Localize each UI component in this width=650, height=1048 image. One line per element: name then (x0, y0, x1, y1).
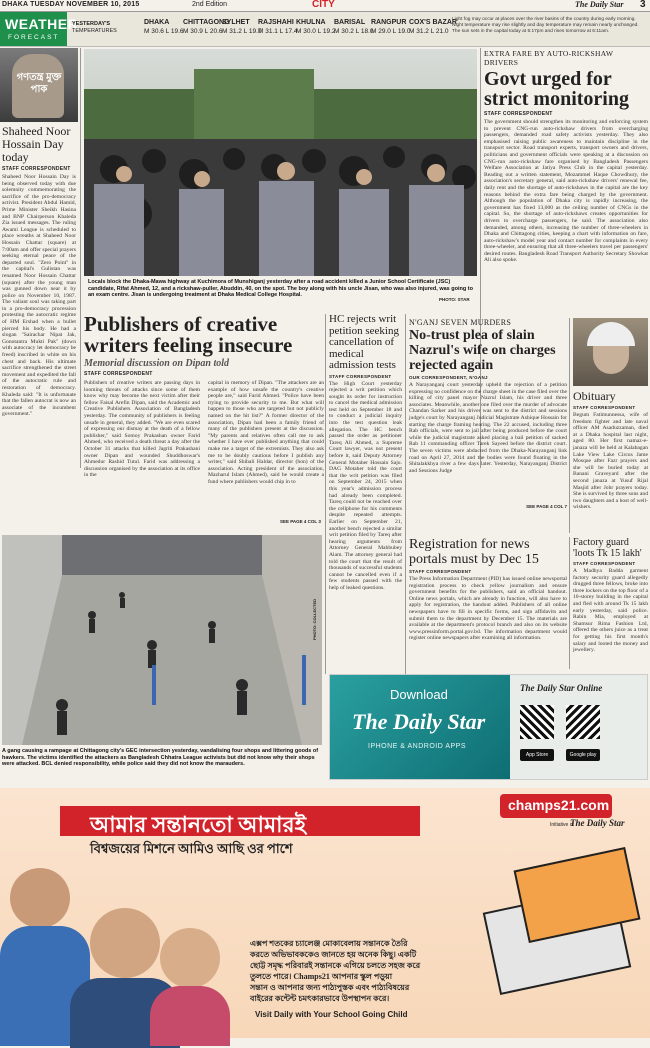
chittagong-rampage-photo (2, 535, 322, 745)
city-name: COX'S BAZAR (409, 19, 457, 26)
label-line1: YESTERDAY'S (72, 21, 111, 27)
publishers-article (84, 312, 324, 524)
tablet-screens (470, 848, 640, 988)
ad-bn-headline: আমার সন্তানতো আমারই (90, 812, 307, 837)
initiative-label: Initiative of (550, 822, 574, 828)
weather-city (144, 18, 184, 36)
column-rule (80, 48, 81, 468)
nganj-article (409, 318, 567, 509)
byline-factory: STAFF CORRESPONDENT (573, 561, 636, 566)
weather-city (222, 18, 262, 36)
city-name: RANGPUR (371, 19, 407, 26)
city-name: DHAKA (144, 19, 170, 26)
hc-article (329, 314, 402, 649)
ad-bn-line: তুলতে পারে। Champs21 আপনার স্কুল পড়ুয়া (250, 972, 393, 981)
registration-article (409, 537, 567, 654)
weather-city (334, 18, 374, 36)
body-obituary: Begum Fatimunnessa, wife of freedom fighter and late naval officer AM Asaduzzaman, died at a Dhaka hospital last night, aged 80. Her first namaz-e-janaza will be held at Kalabagan Lake View Lake Circus Jame Mosque after Fazr prayers and she will be buried today at Banani Graveyard after the second janaza at Yusuf Rijal Masjid after Johr prayers today. She is survived by three sons and two daughters and a host of well-wishers. (573, 412, 648, 511)
ad-bn-line: করতে অভিভাবককেও জানতে হয় অনেক কিছু। একটি (250, 950, 417, 959)
noor-hossain-photo (0, 48, 78, 122)
ad-bn-line: সন্তান ও আপনার জন্য পাঠ্যপুস্তক এবং পাঠ্যবিষয়ের (250, 983, 410, 992)
byline-noor: STAFF CORRESPONDENT (2, 166, 71, 172)
body-hc: The High Court yesterday rejected a writ petition which sought its order for instruction to cancel the medical admission test held on September 18 and to conduct a judicial inquiry into the test question leak allegation. The HC bench passed the order as petitioner Tareq Ali Ahmed, a Supreme Court lawyer, was not present before it, said Deputy Attorney General Motaher Hossain Saju. DAG Motaher told the court that the writ petition was filed on September 24, 2015 when this year's admission process had already been completed. Tareq could not be reached over the cellphone for his comments despite repeated attempts. Earlier on September 21, another bench rejected a similar writ petition filed by Tareq after hearing arguments from Attorney General Mahbubey Alam. The attorney general had told the court that the result of thousands of successful students cannot be cancelled even if a few students passed with the help of leaked questions. (329, 380, 402, 591)
headline-noor: Shaheed Noor Hossain Day today (2, 124, 71, 164)
credit-top-photo: PHOTO: STAR (439, 297, 470, 302)
city-temps: M 31.2 L 19.7 (222, 28, 262, 35)
body-registration: The Press Information Department (PID) has issued online newsportal registration process to check yellow journalism and ensure government benefits for the publishers, said an official handout. Online news portals, which are already in function, will also have to apply for registration, the handout added. Publishers of all online newspapers have to fill in specific forms, and sign affidavits and submit them to the department by December 15. The materials are available at the department's protocol branch and also on its website www.pressinform.portal.gov.bd. The information department would register online newspapers after examining all information. (409, 576, 567, 642)
city-name: CHITTAGONG (183, 19, 230, 26)
byline-obituary: STAFF CORRESPONDENT (573, 405, 636, 410)
column-rule (569, 318, 570, 533)
byline-nganj: OUR CORRESPONDENT, N'GANJ (409, 375, 488, 380)
column-rule (569, 537, 570, 669)
byline-registration: STAFF CORRESPONDENT (409, 569, 472, 574)
highway-blockade-photo (84, 49, 477, 276)
body-nganj: A Narayanganj court yesterday upheld the rejection of a petition expressing no confidence on the charge sheet in the case filed over the killing of city panel mayor Nazrul Islam, his driver and three associates. Meanwhile, another one filed over the murder of advocate Chandan Sarker and his driver was sent to the district and sessions judge's court by Narayanganj Judicial Magistrate Ashique Hossain for starting the charge framing hearing. The 22 accused, including three Rab officials, were sent to jail after being produced before the court while the judicial magistrate asked placing a bail petition of sacked Rab 11 commanding officer Tarek Sayeed before the district court. The seven victims were abducted from the Dhaka-Narayanganj link road on April 27, 2014 and the bodies were found floating in the Shitalakkhya river a few days later. Yesterday, Narayanganj District and Sessions Judge (409, 382, 567, 474)
city-temps: M 29.0 L 19.0 (371, 28, 411, 35)
caption-top-photo: Locals block the Dhaka-Mawa highway at Kuchimora of Munshiganj yesterday after a road accident killed a Junior School Certificate (JSC) candidate, Rifat Ahmed, 12, and a rickshaw-puller, Abuddin, 40, on the spot. The boy along with his uncle Jisan, who was also injured, was going to an exam centre. Jisan is undergoing treatment at Dhaka Medical College Hospital. (88, 279, 473, 298)
caption-bottom-photo: A gang causing a rampage at Chittagong city's GEC intersection yesterday, vandalising four shops and littering goods of hawkers. The victims identified the attackers as Bangladesh Chhatra League activists but did not know why their shops were attacked. BCL denied responsibility, while police said they did not know the marauders. (2, 748, 319, 767)
app-sub: IPHONE & ANDROID APPS (368, 743, 467, 750)
qr-code-icon (566, 705, 600, 739)
weather-logo-text: WEATHER (5, 16, 79, 32)
kicker-nganj: N'GANJ SEVEN MURDERS (409, 318, 512, 327)
app-online: The Daily Star Online (520, 683, 603, 693)
ad-bn-line: ছোট্ট সমৃদ্ধ পরিবারই সন্তানকে এগিয়ে চলতে সহজ করে (250, 961, 421, 970)
weather-logo (0, 12, 79, 46)
headline-nganj: No-trust plea of slain Nazrul's wife on charges rejected again (409, 328, 556, 373)
temperatures-label (72, 21, 117, 35)
weather-city (258, 18, 298, 36)
byline-govt: STAFF CORRESPONDENT (484, 111, 553, 117)
masthead-small: The Daily Star (575, 0, 624, 9)
crowd-photo-graphic (84, 49, 477, 276)
headline-publishers: Publishers of creative writers feeling insecure (84, 312, 293, 357)
download-label: Download (390, 687, 448, 702)
city-name: BARISAL (334, 19, 366, 26)
family-photo (0, 858, 240, 1038)
byline-publishers: STAFF CORRESPONDENT (84, 371, 153, 377)
edition-label: 2nd Edition (192, 1, 228, 8)
forecast-logo-text: FORECAST (8, 34, 60, 41)
body-noor: Shaheed Noor Hossain Day is being observed today with due solemnity commemorating the sacrifice of the pro-democracy activist. President Abdul Hamid, Prime Minister Sheikh Hasina and BNP Chairperson Khaleda Zia issued messages. The ruling Awami League is scheduled to place wreaths at Shaheed Noor Hossain Chattar (square) at 7:00am and offer special prayers seeking eternal peace of the departed soul. "Zero Point" in the capital's Gulistan was renamed Noor Hossain Chattar (square) after the young man was gunned down near it by police on November 10, 1987. The valiant soul was taking part in a pro-democracy procession protesting the autocratic regime of HM Ershad when a bullet pierced his body. He had a slogan "Sairachar Nipat Jak, Gonotantra Mukti Pak" (down with autocracy let democracy be freed) inscribed in white on his chest and back. His ultimate sacrifice strengthened the street movement and expedited the fall of the autocratic rule and restoration of democracy. Khaleda said: "It is unfortunate that the fallen autocrat is now an associate of the incumbent government." (2, 174, 76, 418)
city-temps: M 31.2 L 21.0 (409, 28, 449, 35)
app-banner (330, 675, 510, 779)
champs-logo (500, 794, 612, 818)
headline-registration: Registration for news portals must by Dec 15 (409, 537, 539, 567)
headline-factory: Factory guard 'loots Tk 15 lakh' (573, 537, 642, 559)
city-temps: M 30.9 L 20.6 (183, 28, 223, 35)
chest-slogan: গণতন্ত্র মুক্ত পাক (16, 72, 62, 95)
weather-note: Light fog may occur at places over the river basins of the country during early morning. Night temperature may rise slightly and day temperature may remain nearly unchanged. The sun sets in the capital today at 5:17pm and rises tomorrow at 6:11am. (452, 17, 639, 34)
page-number: 3 (640, 0, 646, 10)
subhead-publishers: Memorial discussion on Dipan told (84, 358, 230, 369)
app-name: The Daily Star (352, 709, 486, 734)
left-column (0, 48, 78, 484)
ad-bn-subhead: বিশ্বজয়ের মিশনে আমিও আছি ওর পাশে (90, 841, 293, 856)
body-govt: The government should strengthen its monitoring and enforcing system to prevent CNG-run auto-rickshaw drivers from overcharging passengers, demanded road safety activists yesterday. They also emphasised raising public awareness to maintain discipline in the transport sector. Road transport experts, transport owners and drivers, politicians and government officials were speaking at a discussion on CNG-run auto-rickshaw fare organised by Bangladesh Passengers Welfare Association at Jatiya Press Club in the capital yesterday. Reading out a written statement, Mozammel Haque Chowdhury, the association's secretary general, said auto-rickshaw drivers' renewal fee, daily rent and the shortage of auto-rickshaws in the capital are the key reasons behind the extra fare being charged by the government. Although the population of Dhaka city is rapidly increasing, the government has fixed 13,000 as the ceiling number of CNGs in the capital. So, the shortage of auto-rickshaws creates opportunities for drivers to overcharge passengers, he said. The association also demanded, among others, increasing the number of three-wheelers in Dhaka and Chittagong cities, keeping a chart with information on fare, auto-rickshaw's model year and contact number for complaints in every three-wheeler, and ensuring that all three-wheelers travel per passengers' desired routes. Bangladesh Road Transport Authority Secretary Showkat Ali also spoke. (484, 119, 648, 264)
weather-city (296, 18, 336, 36)
obituary-article (573, 318, 648, 511)
label-line2: TEMPERATURES (72, 28, 117, 34)
headline-obituary: Obituary (573, 389, 616, 403)
column-rule (405, 314, 406, 674)
column-rule (325, 314, 326, 674)
ad-bn-line: বাইরের কন্টেন্ট চমৎকারভাবে উপস্থাপন করে। (250, 994, 390, 1003)
credit-bottom-photo: PHOTO: COLLECTED (312, 598, 317, 640)
ad-bn-line: এক্সপ শতকের চ্যালেঞ্জ মোকাবেলায় সন্তানকে তৈরি (250, 939, 408, 948)
weather-city (371, 18, 411, 36)
city-temps: M 30.2 L 18.0 (334, 28, 374, 35)
ad-masthead: The Daily Star (570, 818, 625, 828)
body-factory: A Madhya Badda garment factory security guard allegedly drugged three fellows, broke into three lockers on the top floor of a 10-storey building in the capital and fled with around Tk 15 lakh early yesterday, said police. Rabin Mia, employed at Shamsur Rima Fashion Ltd, offered the others juice as a treat for getting his first month's salary and looted the money and jewellery. (573, 568, 648, 654)
city-name: RAJSHAHI (258, 19, 294, 26)
weather-bar (0, 12, 650, 47)
byline-hc: STAFF CORRESPONDENT (329, 373, 392, 379)
city-temps: M 30.0 L 19.2 (296, 28, 336, 35)
headline-govt: Govt urged for strict monitoring (484, 68, 629, 110)
qr-code-icon (520, 705, 554, 739)
body-publishers-col2: capital in memory of Dipan. "The attackers are an example of how unsafe the country's creative people are," said Farid Ahmed. "Police have been trying to provide security to me. But what will happen to those who are targeted but not publicly named on the hit list?" A former director of the association, Dipan had been a family friend of many of the publishers present at the discussion. "My parents and relatives often call me to ask whether I have ever published anything that could make me a target of the extremists. They also ask me to be doubly cautious before I publish any writer," said Shibali Haldar, director (hon) of the association. Acting president of the association, Mazharul Islam (Ahmed), said he would create a fund where publishers would chip in to (208, 380, 324, 485)
google-play-button[interactable]: Google play (566, 749, 600, 761)
ad-tagline: Visit Daily with Your School Going Child (255, 1010, 408, 1019)
ad-bn-body (250, 938, 420, 1004)
city-name: KHULNA (296, 19, 326, 26)
headline-hc: HC rejects writ petition seeking cancellation of medical admission tests (329, 313, 399, 371)
city-temps: M 30.6 L 19.6 (144, 28, 184, 35)
kicker-govt: EXTRA FARE BY AUTO-RICKSHAW DRIVERS (484, 49, 614, 67)
see-page-nganj: SEE PAGE 4 COL 7 (526, 504, 567, 509)
factory-article (573, 537, 648, 652)
obituary-photo (573, 318, 648, 386)
street-photo-graphic (2, 535, 322, 745)
dateline: DHAKA TUESDAY NOVEMBER 10, 2015 (2, 1, 140, 8)
govt-article (484, 49, 648, 353)
page-header (0, 0, 650, 12)
app-store-button[interactable]: App Store (520, 749, 554, 761)
body-publishers-col1: Publishers of creative writers are passing days in looming threats of attacks since some of them know why may become the next victim after their fellow Faisal Arefin Dipan, said the Academic and Creative Publishers Association of Bangladesh yesterday. The community of publishers is feeling unsafe in general, they added. "We are even scared of expressing our dismay at the death of a fellow publisher," said Somoy Prakashan owner Farid Ahmed, who received a death threat a day after the October 31 attacks that killed Jagriti Prakashani owner Dipan and wounded Shuddhoswar's Ahmedur Rashid Tutul. Farid was addressing a discussion organised by the association at its office in the (84, 380, 200, 479)
champs21-advert (0, 788, 650, 1038)
city-name: SYLHET (222, 19, 250, 26)
city-temps: M 31.1 L 17.4 (258, 28, 298, 35)
champs-brand: champs21.com (508, 797, 610, 813)
weather-city (409, 18, 457, 36)
app-advert (329, 674, 648, 780)
see-page-publishers: SEE PAGE 4 COL 3 (280, 519, 321, 524)
section-name: CITY (312, 0, 335, 10)
